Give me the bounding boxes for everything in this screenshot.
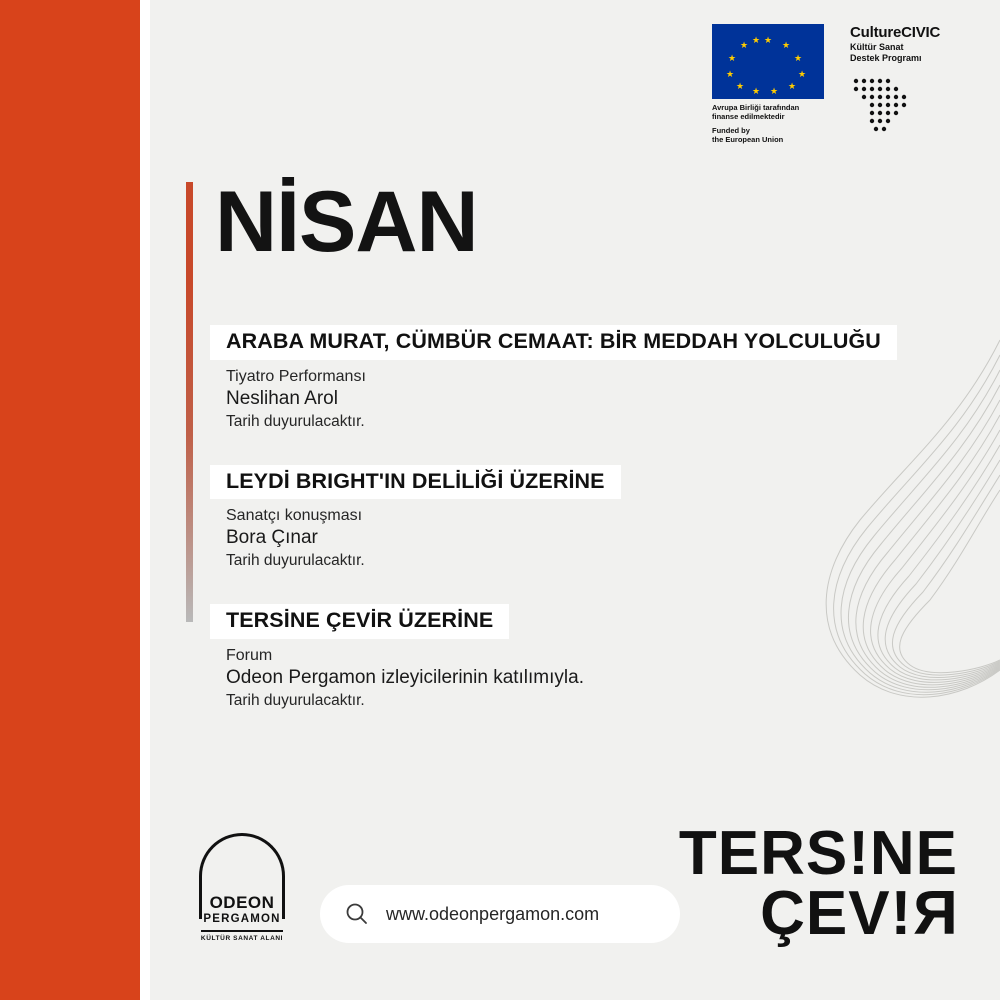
event-list: [210, 325, 910, 744]
wordmark-line1-c: NE: [869, 818, 958, 888]
eu-caption-line4: the European Union: [712, 135, 784, 145]
culturecivic-dot-mark: [850, 73, 922, 135]
european-union-flag: ★ ★ ★ ★ ★ ★ ★ ★ ★ ★ ★ ★: [712, 24, 824, 99]
culturecivic-logo-block: [850, 24, 970, 140]
funder-logos: [712, 24, 970, 145]
search-icon: [344, 901, 370, 927]
event-type: Forum: [226, 646, 273, 664]
event-person: Neslihan Arol: [226, 387, 338, 409]
website-url-bar[interactable]: [320, 885, 680, 943]
culturecivic-sub-line2: Destek Programı: [850, 53, 922, 64]
website-url-text: www.odeonpergamon.com: [386, 903, 600, 924]
odeon-pergamon-logo: [186, 833, 298, 945]
event-type: Sanatçı konuşması: [226, 507, 363, 525]
eu-caption-line2: finanse edilmektedir: [712, 112, 785, 122]
event-date: Tarih duyurulacaktır.: [226, 552, 365, 570]
wordmark-line-1: [678, 818, 958, 888]
tersine-cevir-wordmark: [678, 818, 958, 949]
eu-caption-line3: Funded by: [712, 125, 750, 135]
wordmark-line1-a: TERS: [678, 818, 849, 888]
odeon-tagline: KÜLTÜR SANAT ALANI: [201, 930, 283, 942]
event-item: [210, 604, 910, 710]
eu-caption: [712, 103, 832, 145]
odeon-name: ODEON: [209, 893, 275, 912]
wordmark-line2-a: ÇEV: [760, 879, 891, 949]
event-item: [210, 465, 910, 571]
month-accent-bar: [186, 182, 193, 282]
event-person: Bora Çınar: [226, 527, 318, 549]
culturecivic-subtitle: [850, 42, 970, 65]
wordmark-line2-c: R: [912, 879, 958, 949]
timeline-rail: [186, 282, 193, 622]
event-title: TERSİNE ÇEVİR ÜZERİNE: [210, 604, 509, 639]
month-title: NİSAN: [215, 174, 478, 270]
event-person: Odeon Pergamon izleyicilerinin katılımıyla.: [226, 666, 584, 688]
event-date: Tarih duyurulacaktır.: [226, 691, 365, 709]
event-date: Tarih duyurulacaktır.: [226, 412, 365, 430]
event-title: ARABA MURAT, CÜMBÜR CEMAAT: BİR MEDDAH YOLCULUĞU: [210, 325, 897, 360]
culturecivic-title: CultureCIVIC: [850, 24, 941, 41]
wordmark-line-2: [679, 879, 958, 949]
event-title: LEYDİ BRIGHT'IN DELİLİĞİ ÜZERİNE: [210, 465, 621, 500]
odeon-subname: PERGAMON: [203, 913, 281, 925]
event-type: Tiyatro Performansı: [226, 367, 366, 385]
eu-logo-block: [712, 24, 832, 145]
month-heading: [186, 174, 478, 282]
eu-caption-line1: Avrupa Birliği tarafından: [712, 103, 800, 112]
wordmark-line2-exclaim: !: [890, 879, 913, 949]
event-item: [210, 325, 910, 431]
left-orange-bar: [0, 0, 140, 1000]
culturecivic-sub-line1: Kültür Sanat: [850, 42, 904, 52]
left-white-gap: [140, 0, 150, 1000]
wordmark-line1-exclaim: !: [848, 818, 870, 888]
